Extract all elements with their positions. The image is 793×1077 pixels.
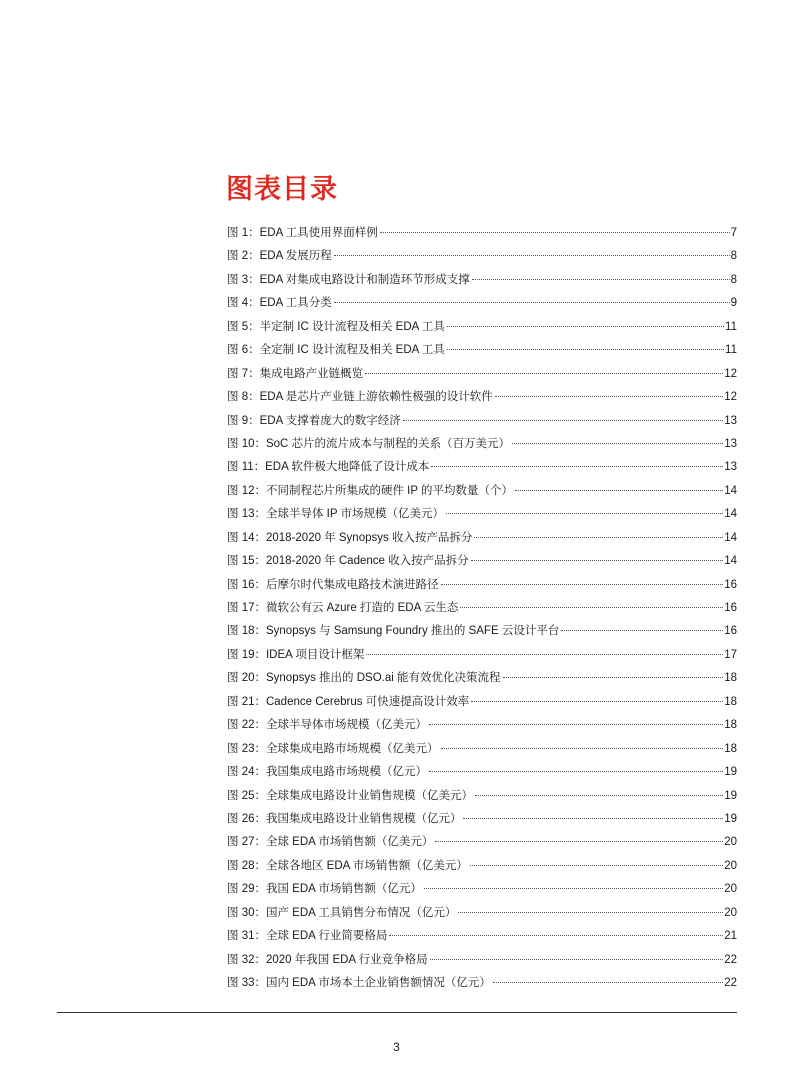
toc-entry[interactable] (227, 808, 737, 831)
toc-dot-leader (380, 232, 730, 233)
toc-entry-label[interactable]: 图 31：全球 EDA 行业简要格局 (227, 930, 388, 943)
toc-entry[interactable] (227, 222, 737, 245)
toc-entry[interactable] (227, 339, 737, 362)
toc-entry[interactable] (227, 878, 737, 901)
toc-entry-page-number[interactable]: 9 (730, 297, 737, 310)
toc-entry-label[interactable]: 图 19：IDEA 项目设计框架 (227, 648, 365, 661)
toc-entry-label[interactable]: 图 2：EDA 发展历程 (227, 250, 332, 263)
toc-entry[interactable] (227, 527, 737, 550)
toc-dot-leader (441, 748, 724, 749)
toc-dot-leader (472, 279, 730, 280)
toc-entry-label[interactable]: 图 12：不同制程芯片所集成的硬件 IP 的平均数量（个） (227, 484, 514, 497)
toc-entry-label[interactable]: 图 15：2018-2020 年 Cadence 收入按产品拆分 (227, 555, 469, 568)
toc-entry-page-number[interactable]: 20 (724, 859, 737, 872)
toc-dot-leader (475, 795, 723, 796)
toc-entry-page-number[interactable]: 21 (724, 930, 737, 943)
toc-entry-label[interactable]: 图 9：EDA 支撑着庞大的数字经济 (227, 414, 401, 427)
toc-entry-page-number[interactable]: 13 (724, 461, 737, 474)
toc-entry[interactable] (227, 761, 737, 784)
toc-dot-leader (447, 349, 724, 350)
toc-entry-label[interactable]: 图 21：Cadence Cerebrus 可快速提高设计效率 (227, 695, 470, 708)
toc-entry[interactable] (227, 902, 737, 925)
toc-dot-leader (403, 420, 723, 421)
toc-entry[interactable] (227, 925, 737, 948)
toc-entry-label[interactable]: 图 30：国产 EDA 工具销售分布情况（亿元） (227, 906, 457, 919)
toc-dot-leader (435, 841, 723, 842)
toc-entry-page-number[interactable]: 18 (724, 719, 737, 732)
toc-entry[interactable] (227, 831, 737, 854)
toc-entry-page-number[interactable]: 13 (724, 414, 737, 427)
toc-entry[interactable] (227, 949, 737, 972)
toc-entry-page-number[interactable]: 20 (724, 906, 737, 919)
toc-entry[interactable] (227, 550, 737, 573)
footer-divider (57, 1012, 737, 1013)
toc-entry-label[interactable]: 图 33：国内 EDA 市场本土企业销售额情况（亿元） (227, 977, 491, 989)
toc-entry-page-number[interactable]: 16 (724, 602, 737, 614)
toc-entry-page-number[interactable]: 22 (724, 953, 737, 966)
toc-entry[interactable] (227, 855, 737, 878)
toc-dot-leader (431, 466, 723, 467)
toc-entry-label[interactable]: 图 5：半定制 IC 设计流程及相关 EDA 工具 (227, 320, 445, 333)
toc-entry-label[interactable]: 图 23：全球集成电路市场规模（亿美元） (227, 742, 439, 755)
toc-entry-page-number[interactable]: 12 (724, 391, 737, 404)
toc-dot-leader (429, 771, 723, 772)
toc-entry[interactable] (227, 410, 737, 433)
toc-entry-label[interactable]: 图 26：我国集成电路设计业销售规模（亿元） (227, 812, 462, 825)
toc-entry-label[interactable]: 图 10：SoC 芯片的流片成本与制程的关系（百万美元） (227, 437, 511, 450)
toc-entry-page-number[interactable]: 14 (724, 508, 737, 521)
toc-entry-page-number[interactable]: 20 (724, 883, 737, 896)
toc-dot-leader (458, 912, 723, 913)
toc-entry-label[interactable]: 图 8：EDA 是芯片产业链上游依赖性极强的设计软件 (227, 391, 493, 404)
toc-entry-page-number[interactable]: 11 (725, 320, 737, 333)
toc-entry-label[interactable]: 图 29：我国 EDA 市场销售额（亿元） (227, 883, 422, 896)
toc-entry-page-number[interactable]: 11 (725, 344, 737, 357)
toc-entry[interactable] (227, 972, 737, 995)
toc-entry-page-number[interactable]: 16 (724, 578, 737, 591)
toc-dot-leader (334, 255, 730, 256)
toc-entry-page-number[interactable]: 8 (730, 250, 737, 263)
toc-entry[interactable] (227, 503, 737, 526)
toc-entry[interactable] (227, 644, 737, 667)
toc-dot-leader (463, 818, 723, 819)
toc-entry-label[interactable]: 图 24：我国集成电路市场规模（亿元） (227, 766, 427, 779)
toc-dot-leader (424, 888, 723, 889)
toc-entry[interactable] (227, 456, 737, 479)
toc-entry-page-number[interactable]: 18 (724, 672, 737, 685)
toc-dot-leader (366, 654, 723, 655)
toc-entry-page-number[interactable]: 17 (724, 648, 737, 661)
toc-dot-leader (334, 302, 730, 303)
toc-dot-leader (389, 935, 723, 936)
toc-dot-leader (515, 490, 723, 491)
toc-dot-leader (470, 865, 723, 866)
table-of-figures (227, 222, 737, 995)
toc-entry-label[interactable]: 图 18：Synopsys 与 Samsung Foundry 推出的 SAFE 云设计平台 (227, 625, 560, 638)
toc-entry[interactable] (227, 480, 737, 503)
toc-dot-leader (430, 959, 724, 960)
toc-dot-leader (365, 373, 723, 374)
toc-dot-leader (495, 396, 723, 397)
toc-entry-page-number[interactable]: 20 (724, 836, 737, 849)
page-title: 图表目录 (226, 174, 338, 206)
toc-entry-page-number[interactable]: 18 (724, 695, 737, 708)
toc-dot-leader (474, 537, 723, 538)
toc-entry[interactable] (227, 433, 737, 456)
toc-entry-page-number[interactable]: 7 (730, 227, 737, 239)
toc-dot-leader (429, 724, 723, 725)
toc-entry-label[interactable]: 图 17：微软公有云 Azure 打造的 EDA 云生态 (227, 602, 459, 614)
toc-dot-leader (446, 513, 723, 514)
toc-entry-label[interactable]: 图 13：全球半导体 IP 市场规模（亿美元） (227, 508, 445, 521)
toc-entry[interactable] (227, 597, 737, 620)
toc-dot-leader (471, 701, 723, 702)
toc-entry[interactable] (227, 292, 737, 315)
toc-entry-page-number[interactable]: 14 (724, 531, 737, 544)
toc-entry-page-number[interactable]: 19 (724, 766, 737, 779)
toc-entry[interactable] (227, 714, 737, 737)
toc-entry[interactable] (227, 667, 737, 690)
toc-entry[interactable] (227, 574, 737, 597)
toc-entry-page-number[interactable]: 14 (724, 484, 737, 497)
toc-entry-page-number[interactable]: 19 (724, 789, 737, 802)
toc-dot-leader (441, 584, 724, 585)
toc-entry[interactable] (227, 363, 737, 386)
toc-entry-label[interactable]: 图 3：EDA 对集成电路设计和制造环节形成支撑 (227, 273, 470, 286)
toc-dot-leader (503, 677, 724, 678)
toc-dot-leader (471, 560, 724, 561)
toc-dot-leader (460, 607, 723, 608)
toc-entry-page-number[interactable]: 16 (724, 625, 737, 638)
toc-dot-leader (493, 982, 723, 983)
toc-entry-label[interactable]: 图 20：Synopsys 推出的 DSO.ai 能有效优化决策流程 (227, 672, 501, 685)
toc-entry-label[interactable]: 图 27：全球 EDA 市场销售额（亿美元） (227, 836, 434, 849)
toc-entry-label[interactable]: 图 22：全球半导体市场规模（亿美元） (227, 719, 427, 732)
toc-entry[interactable] (227, 738, 737, 761)
toc-entry-label[interactable]: 图 4：EDA 工具分类 (227, 297, 332, 310)
page-number: 3 (393, 1040, 400, 1054)
toc-entry-page-number[interactable]: 22 (724, 977, 737, 989)
toc-entry[interactable] (227, 316, 737, 339)
toc-entry[interactable] (227, 691, 737, 714)
toc-dot-leader (447, 326, 724, 327)
toc-entry-label[interactable]: 图 7：集成电路产业链概览 (227, 367, 364, 380)
toc-entry-page-number[interactable]: 8 (730, 273, 737, 286)
toc-dot-leader (512, 443, 723, 444)
toc-entry-page-number[interactable]: 14 (724, 555, 737, 568)
toc-entry-page-number[interactable]: 12 (724, 367, 737, 380)
toc-dot-leader (561, 630, 723, 631)
toc-entry-page-number[interactable]: 18 (724, 742, 737, 755)
toc-entry-page-number[interactable]: 13 (724, 437, 737, 450)
toc-entry[interactable] (227, 245, 737, 268)
toc-entry[interactable] (227, 386, 737, 409)
toc-entry-label[interactable]: 图 16：后摩尔时代集成电路技术演进路径 (227, 578, 439, 591)
toc-entry-label[interactable]: 图 32：2020 年我国 EDA 行业竞争格局 (227, 953, 428, 966)
toc-entry-label[interactable]: 图 14：2018-2020 年 Synopsys 收入按产品拆分 (227, 531, 473, 544)
toc-entry-label[interactable]: 图 6：全定制 IC 设计流程及相关 EDA 工具 (227, 344, 445, 357)
toc-entry[interactable] (227, 785, 737, 808)
toc-entry-page-number[interactable]: 19 (724, 812, 737, 825)
toc-entry-label[interactable]: 图 28：全球各地区 EDA 市场销售额（亿美元） (227, 859, 468, 872)
toc-entry-label[interactable]: 图 25：全球集成电路设计业销售规模（亿美元） (227, 789, 473, 802)
toc-entry-label[interactable]: 图 11：EDA 软件极大地降低了设计成本 (227, 461, 430, 474)
toc-entry-label[interactable]: 图 1：EDA 工具使用界面样例 (227, 227, 378, 239)
toc-entry[interactable] (227, 269, 737, 292)
toc-entry[interactable] (227, 620, 737, 643)
